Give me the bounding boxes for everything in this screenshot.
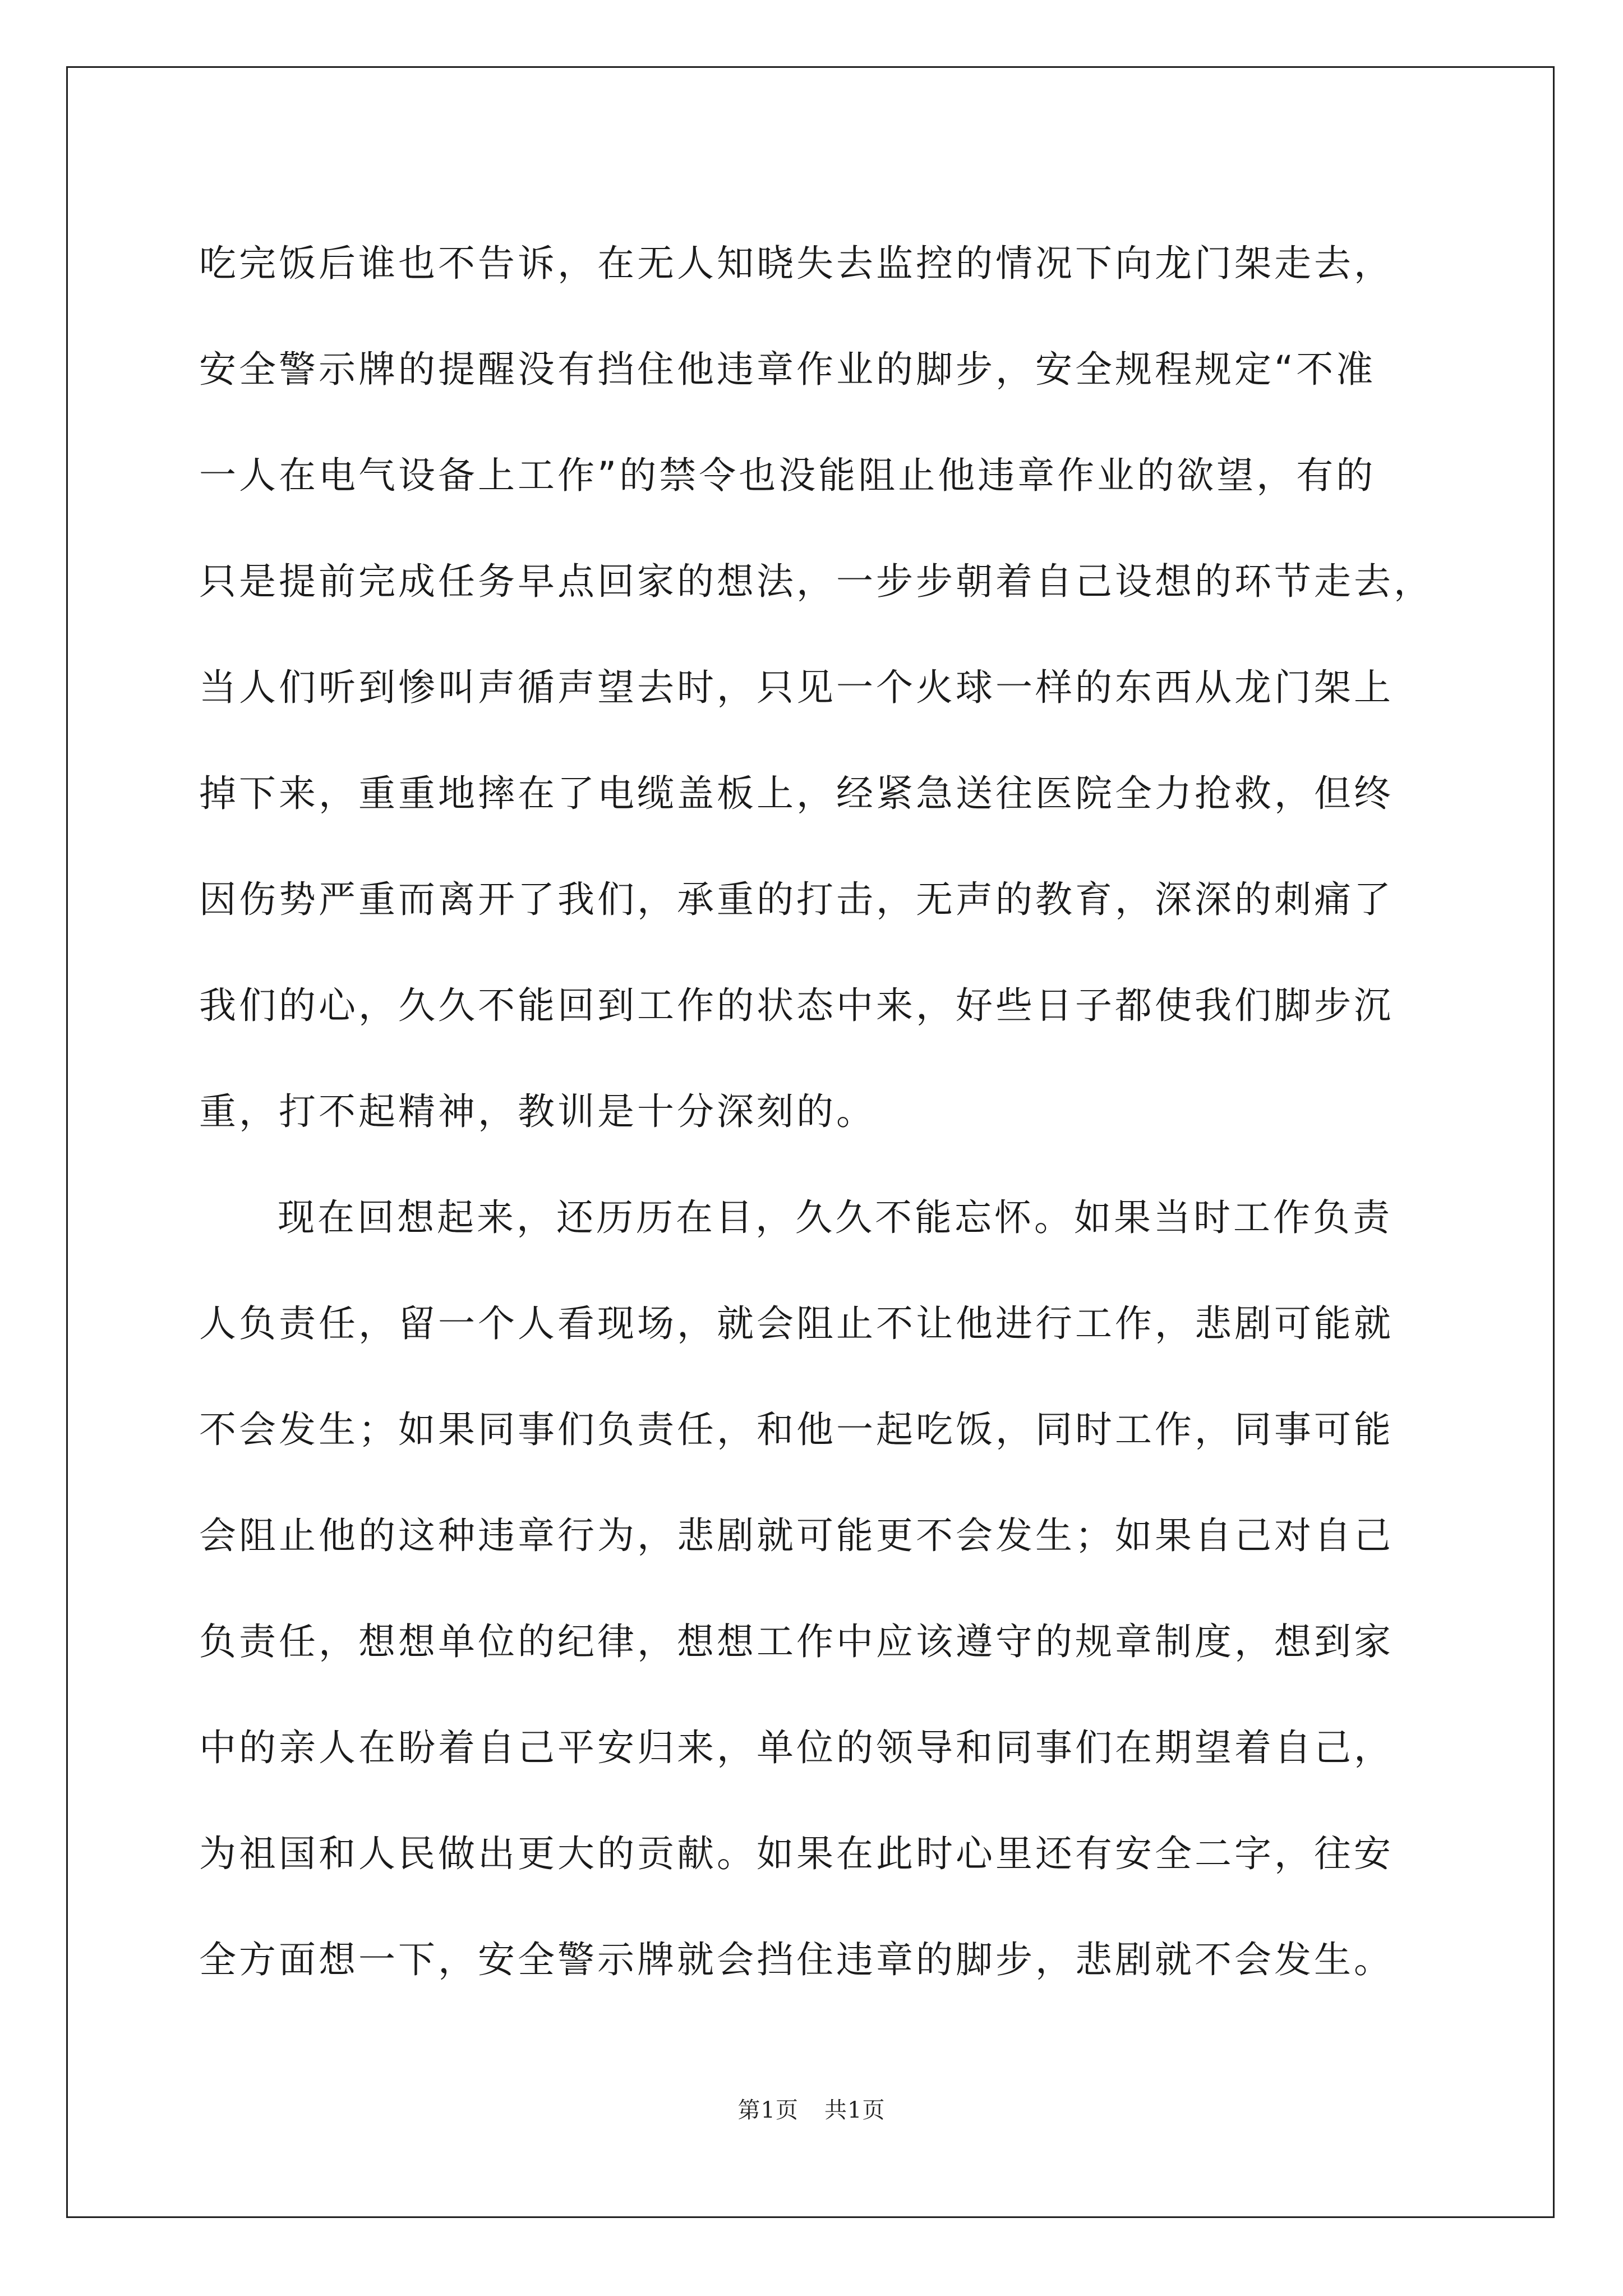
text-line: 安全警示牌的提醒没有挡住他违章作业的脚步，安全规程规定“不准 [199, 348, 1376, 391]
text-line: 不会发生；如果同事们负责任，和他一起吃饭，同时工作，同事可能 [199, 1408, 1394, 1451]
page-number: 第1页 [737, 2097, 799, 2123]
text-line: 因伤势严重而离开了我们，承重的打击，无声的教育，深深的刺痛了 [199, 878, 1394, 921]
text-line: 一人在电气设备上工作”的禁令也没能阻止他违章作业的欲望，有的 [199, 454, 1376, 497]
paragraph-start-line: 现在回想起来，还历历在目，久久不能忘怀。如果当时工作负责 [278, 1196, 1393, 1239]
text-line: 负责任，想想单位的纪律，想想工作中应该遵守的规章制度，想到家 [199, 1620, 1394, 1663]
text-line: 当人们听到惨叫声循声望去时，只见一个火球一样的东西从龙门架上 [199, 666, 1394, 709]
text-line: 只是提前完成任务早点回家的想法，一步步朝着自己设想的环节走去， [199, 560, 1433, 603]
text-line: 全方面想一下，安全警示牌就会挡住违章的脚步，悲剧就不会发生。 [199, 1938, 1394, 1981]
text-line: 掉下来，重重地摔在了电缆盖板上，经紧急送往医院全力抢救，但终 [199, 772, 1394, 815]
page-total: 共1页 [824, 2097, 886, 2123]
text-line: 人负责任，留一个人看现场，就会阻止不让他进行工作，悲剧可能就 [199, 1302, 1394, 1345]
text-line: 中的亲人在盼着自己平安归来，单位的领导和同事们在期望着自己， [199, 1726, 1394, 1769]
text-line: 重，打不起精神，教训是十分深刻的。 [199, 1090, 876, 1133]
page-footer [0, 2092, 1623, 2124]
document-body [199, 210, 1489, 2013]
text-line: 我们的心，久久不能回到工作的状态中来，好些日子都使我们脚步沉 [199, 984, 1394, 1027]
text-line: 会阻止他的这种违章行为，悲剧就可能更不会发生；如果自己对自己 [199, 1514, 1394, 1557]
text-line: 吃完饭后谁也不告诉，在无人知晓失去监控的情况下向龙门架走去， [199, 242, 1394, 285]
text-line: 为祖国和人民做出更大的贡献。如果在此时心里还有安全二字，往安 [199, 1832, 1394, 1875]
